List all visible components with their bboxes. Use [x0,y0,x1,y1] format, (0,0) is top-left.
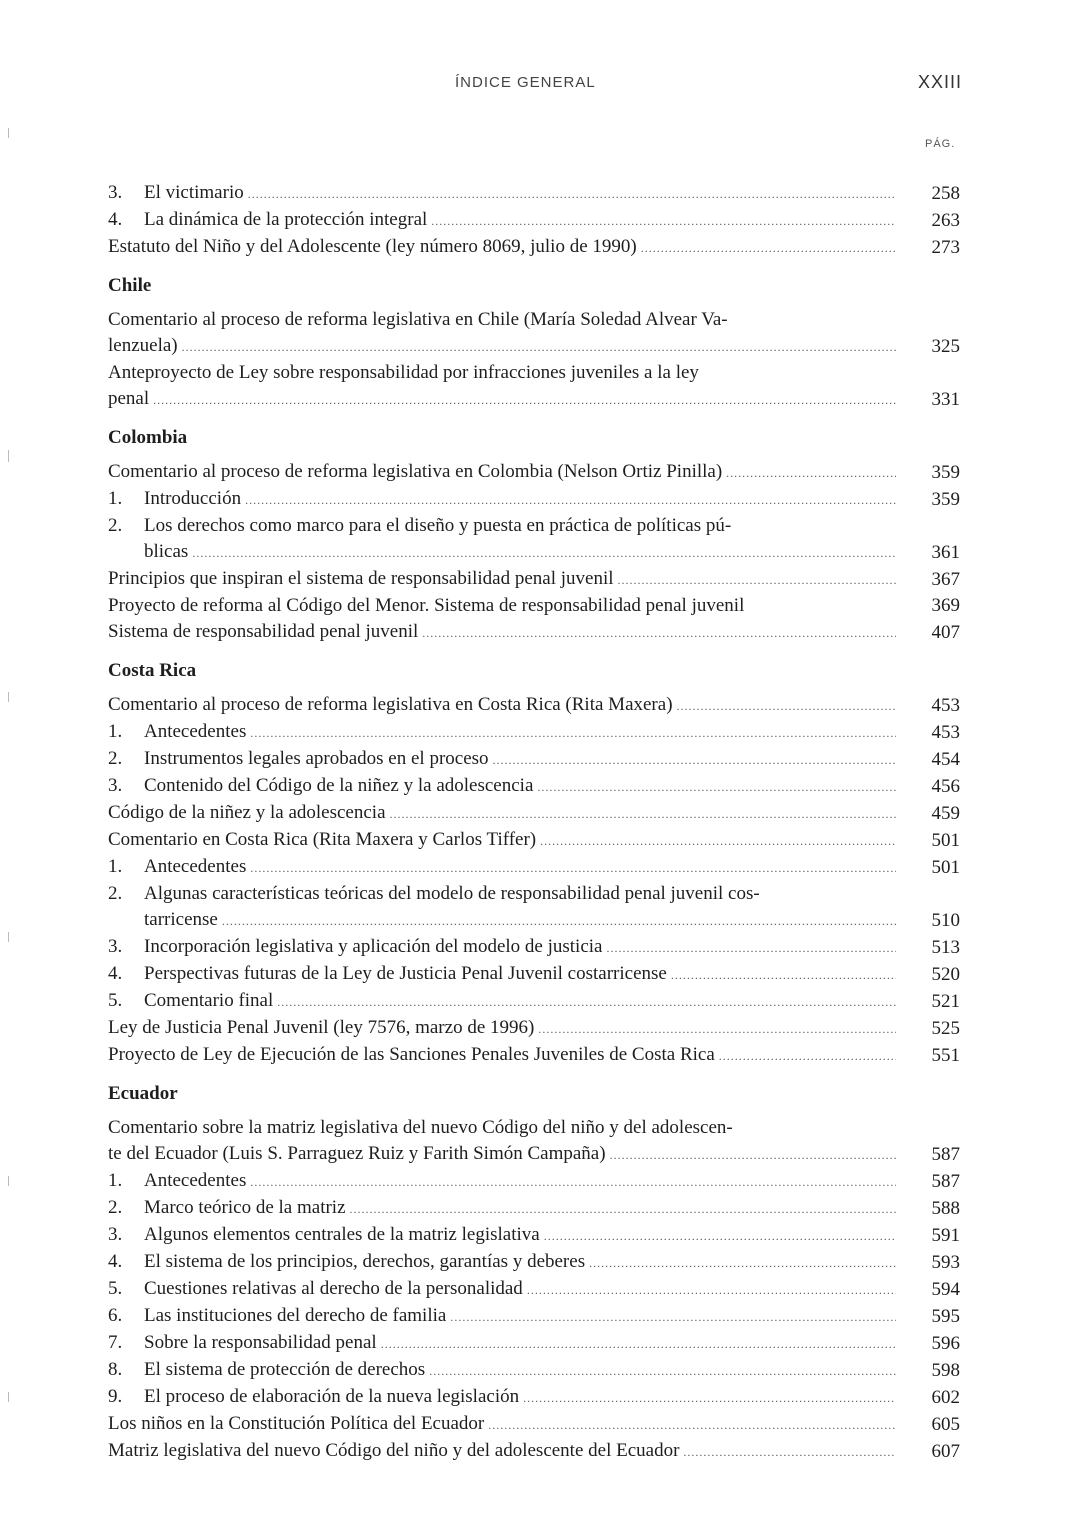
entry-number: 1. [108,721,123,742]
toc-entry [108,1330,960,1357]
entry-text: Algunos elementos centrales de la matriz legislativa [144,1224,540,1245]
leader-dots [683,1439,896,1465]
toc-entry [108,619,960,646]
toc-entry [108,1303,960,1330]
toc-entry [108,1249,960,1276]
entry-page-number: 593 [931,1252,960,1273]
entry-page-number: 359 [931,462,960,483]
toc-entry-line [108,1249,960,1276]
entry-page-number: 453 [931,695,960,716]
entry-text: te del Ecuador (Luis S. Parraguez Ruiz y Farith Simón Campaña) [108,1143,606,1164]
leader-dots [488,1412,896,1438]
entry-text-line1: Comentario sobre la matriz legislativa del nuevo Código del niño y del adolescen- [108,1117,733,1138]
entry-label [108,207,427,233]
entry-text: Comentario final [144,990,274,1011]
entry-page-number: 596 [931,1333,960,1354]
entry-label [108,719,246,745]
toc-entry [108,746,960,773]
entry-number: 3. [108,1224,123,1245]
leader-dots [610,1142,896,1168]
toc-entry-line [108,180,960,207]
toc-entry [108,1222,960,1249]
entry-page-number: 605 [931,1414,960,1435]
leader-dots [245,487,896,513]
entry-label [108,746,489,772]
entry-text: Los niños en la Constitución Política del Ecuador [108,1413,485,1434]
entry-text: La dinámica de la protección integral [144,209,428,230]
entry-page-number: 459 [931,803,960,824]
entry-page-number: 456 [931,776,960,797]
toc-entry [108,854,960,881]
leader-dots [277,989,896,1015]
leader-dots [544,1223,896,1249]
entry-number: 2. [108,1197,123,1218]
entry-label [108,1411,484,1437]
toc-entry [108,827,960,854]
entry-label [108,619,418,645]
toc-entry-line [108,459,960,486]
entry-text: Instrumentos legales aprobados en el proceso [144,748,489,769]
page-column-label: PÁG. [925,138,956,150]
leader-dots [431,208,896,234]
toc-entry [108,1357,960,1384]
toc-entry [108,692,960,719]
toc-entry [108,1384,960,1411]
toc-entry-line2 [108,386,960,413]
toc-entry [108,593,960,619]
entry-text: lenzuela) [108,335,178,356]
leader-dots [450,1304,896,1330]
toc-entry-line [108,1411,960,1438]
leader-dots [222,908,896,934]
entry-label [108,800,386,826]
entry-text: tarricense [144,909,218,930]
entry-label [108,1195,346,1221]
entry-page-number: 331 [931,389,960,410]
entry-text-line1: Los derechos como marco para el diseño y puesta en práctica de políticas pú- [144,515,732,536]
toc-entry [108,234,960,261]
entry-number: 5. [108,990,123,1011]
entry-label [108,593,744,619]
entry-label [108,1042,715,1068]
entry-page-number: 513 [931,937,960,958]
toc-entry-line1 [108,881,960,907]
entry-number: 3. [108,936,123,957]
entry-page-number: 501 [931,857,960,878]
entry-text: Matriz legislativa del nuevo Código del niño y del adolescente del Ecuador [108,1440,680,1461]
entry-page-number: 359 [931,489,960,510]
leader-dots [381,1331,896,1357]
entry-number: 4. [108,1251,123,1272]
toc-entry [108,180,960,207]
margin-tick-2 [8,450,9,462]
entry-number: 3. [108,182,123,203]
entry-text: Las instituciones del derecho de familia [144,1305,447,1326]
entry-page-number: 598 [931,1360,960,1381]
entry-text: Ley de Justicia Penal Juvenil (ley 7576, marzo de 1996) [108,1017,535,1038]
leader-dots [350,1196,896,1222]
entry-text: Estatuto del Niño y del Adolescente (ley número 8069, julio de 1990) [108,236,637,257]
entry-number: 8. [108,1359,123,1380]
entry-label [108,1438,679,1464]
entry-number: 4. [108,963,123,984]
entry-number: 4. [108,209,123,230]
toc-entry-line [108,1276,960,1303]
toc-entry-line [108,827,960,854]
entry-page-number: 501 [931,830,960,851]
toc-entry [108,566,960,593]
entry-label [108,459,722,485]
toc-entry-line2 [108,333,960,360]
toc-entry [108,1276,960,1303]
toc-entry-line [108,854,960,881]
entry-page-number: 551 [931,1045,960,1066]
entry-label [108,566,614,592]
leader-dots [493,747,896,773]
toc-entry-line2 [108,1141,960,1168]
entry-label [108,1357,425,1383]
leader-dots [523,1385,896,1411]
toc-entry-line [108,593,960,619]
entry-text: Antecedentes [144,856,247,877]
toc-entry-line1 [108,360,960,386]
toc-entry-line [108,234,960,261]
toc-entry [108,773,960,800]
entry-text: El sistema de los principios, derechos, garantías y deberes [144,1251,586,1272]
leader-dots [677,693,896,719]
leader-dots [537,774,896,800]
leader-dots [589,1250,896,1276]
toc-entry [108,881,960,934]
toc-entry-line [108,961,960,988]
entry-label [108,854,246,880]
entry-text: El sistema de protección de derechos [144,1359,426,1380]
entry-text: Incorporación legislativa y aplicación del modelo de justicia [144,936,603,957]
toc-entry-line [108,1195,960,1222]
entry-label [108,1222,540,1248]
entry-label [108,961,667,987]
toc-entry-line [108,988,960,1015]
entry-page-number: 602 [931,1387,960,1408]
leader-dots [429,1358,896,1384]
toc-entry-line1 [108,513,960,539]
entry-page-number: 520 [931,964,960,985]
entry-page-number: 325 [931,336,960,357]
toc-entry [108,1438,960,1465]
toc-entry [108,1168,960,1195]
margin-tick-1 [8,128,9,138]
toc-section [108,180,960,261]
toc-entry [108,961,960,988]
leader-dots [726,460,896,486]
entry-page-number: 587 [931,1171,960,1192]
entry-label [108,1249,585,1275]
entry-text: El proceso de elaboración de la nueva legislación [144,1386,520,1407]
entry-number: 9. [108,1386,123,1407]
toc-entry-line [108,1384,960,1411]
entry-number: 2. [108,883,123,904]
entry-text-line1: Comentario al proceso de reforma legislativa en Chile (María Soledad Alvear Va- [108,309,728,330]
toc-entry [108,1195,960,1222]
entry-text: Contenido del Código de la niñez y la adolescencia [144,775,534,796]
entry-label [108,180,244,206]
entry-page-number: 591 [931,1225,960,1246]
entry-page-number: 607 [931,1441,960,1462]
entry-page-number: 361 [931,542,960,563]
toc-entry [108,800,960,827]
page-folio: XXIII [918,72,963,92]
leader-dots [641,235,896,261]
entry-page-number: 594 [931,1279,960,1300]
entry-number: 1. [108,1170,123,1191]
toc-entry [108,307,960,360]
entry-label [108,1303,446,1329]
toc-entry-line [108,486,960,513]
toc-entry-line [108,746,960,773]
leader-dots [182,334,896,360]
section-heading: Colombia [108,427,188,448]
leader-dots [719,1043,896,1069]
entry-text: Principios que inspiran el sistema de responsabilidad penal juvenil [108,568,614,589]
entry-label [108,773,533,799]
toc-entry-line2 [108,907,960,934]
toc-entry-line [108,692,960,719]
toc-entry [108,360,960,413]
margin-tick-5 [8,1176,9,1186]
toc-entry [108,459,960,486]
entry-page-number: 588 [931,1198,960,1219]
toc-section [108,1081,960,1465]
toc-entry-line [108,934,960,961]
entry-label [108,486,241,512]
entry-number: 3. [108,775,123,796]
entry-number: 1. [108,856,123,877]
toc-entry-line [108,207,960,234]
leader-dots [250,1169,896,1195]
toc-entry-line [108,1042,960,1069]
entry-page-number: 510 [931,910,960,931]
entry-page-number: 407 [931,622,960,643]
leader-dots [192,540,896,566]
leader-dots [250,855,896,881]
entry-number: 7. [108,1332,123,1353]
entry-page-number: 453 [931,722,960,743]
toc-entry [108,1115,960,1168]
entry-number: 1. [108,488,123,509]
entry-text: Cuestiones relativas al derecho de la personalidad [144,1278,523,1299]
entry-number: 2. [108,515,123,536]
toc-section [108,658,960,1069]
entry-label [108,234,637,260]
entry-text: Antecedentes [144,1170,247,1191]
leader-dots [671,962,896,988]
toc-entry-line1 [108,307,960,333]
entry-page-number: 263 [931,210,960,231]
entry-page-number: 521 [931,991,960,1012]
entry-page-number: 595 [931,1306,960,1327]
leader-dots [527,1277,896,1303]
toc-entry-line [108,719,960,746]
toc-entry [108,934,960,961]
toc-entry-line [108,619,960,646]
table-of-contents [108,180,960,1477]
entry-label [108,1015,534,1041]
toc-entry-line1 [108,1115,960,1141]
entry-label [108,1330,377,1356]
section-heading: Chile [108,275,152,296]
toc-entry-line [108,1330,960,1357]
entry-text: blicas [144,541,189,562]
entry-text: El victimario [144,182,244,203]
entry-text: Sobre la responsabilidad penal [144,1332,377,1353]
entry-page-number: 369 [931,595,960,616]
entry-number: 2. [108,748,123,769]
entry-page-number: 258 [931,183,960,204]
leader-dots [250,720,896,746]
toc-entry-line [108,773,960,800]
leader-dots [248,181,896,207]
leader-dots [618,567,896,593]
margin-tick-4 [8,932,9,942]
leader-dots [422,620,896,646]
toc-entry [108,513,960,566]
section-heading: Ecuador [108,1083,178,1104]
leader-dots [540,828,896,854]
running-title: ÍNDICE GENERAL [455,74,596,91]
margin-tick-3 [8,692,9,702]
toc-entry-line [108,1438,960,1465]
entry-label [108,827,536,853]
entry-text: Introducción [144,488,242,509]
toc-entry-line [108,1168,960,1195]
entry-page-number: 367 [931,569,960,590]
entry-text-line1: Algunas características teóricas del modelo de responsabilidad penal juvenil cos- [144,883,760,904]
toc-entry [108,988,960,1015]
leader-dots [606,935,896,961]
entry-label [108,1384,519,1410]
section-heading: Costa Rica [108,660,197,681]
toc-entry-line [108,1357,960,1384]
toc-entry [108,207,960,234]
entry-label [108,692,673,718]
toc-entry-line [108,1222,960,1249]
entry-text: Proyecto de Ley de Ejecución de las Sanciones Penales Juveniles de Costa Rica [108,1044,715,1065]
entry-text: Código de la niñez y la adolescencia [108,802,386,823]
toc-entry-line2 [108,539,960,566]
entry-text-line1: Anteproyecto de Ley sobre responsabilidad por infracciones juveniles a la ley [108,362,699,383]
entry-label [108,988,273,1014]
toc-entry [108,1411,960,1438]
entry-label [108,934,602,960]
entry-text: Perspectivas futuras de la Ley de Justicia Penal Juvenil costarricense [144,963,667,984]
entry-label [108,1276,523,1302]
entry-number: 6. [108,1305,123,1326]
entry-text: Sistema de responsabilidad penal juvenil [108,621,419,642]
toc-entry-line [108,800,960,827]
entry-text: Comentario al proceso de reforma legislativa en Colombia (Nelson Ortiz Pinilla) [108,461,723,482]
entry-text: Comentario al proceso de reforma legislativa en Costa Rica (Rita Maxera) [108,694,673,715]
entry-number: 5. [108,1278,123,1299]
leader-dots [538,1016,896,1042]
leader-dots [153,387,896,413]
entry-text: Comentario en Costa Rica (Rita Maxera y Carlos Tiffer) [108,829,537,850]
toc-entry-line [108,1303,960,1330]
toc-section [108,425,960,646]
toc-entry-line [108,1015,960,1042]
margin-tick-6 [8,1392,9,1402]
entry-text: Antecedentes [144,721,247,742]
entry-text: Proyecto de reforma al Código del Menor. Sistema de responsabilidad penal juvenil [108,595,745,616]
toc-entry [108,486,960,513]
toc-entry [108,719,960,746]
toc-entry [108,1015,960,1042]
entry-label [108,1168,246,1194]
entry-page-number: 525 [931,1018,960,1039]
toc-entry-line [108,566,960,593]
toc-entry [108,1042,960,1069]
entry-text: Marco teórico de la matriz [144,1197,346,1218]
toc-section [108,273,960,413]
leader-dots [390,801,896,827]
entry-text: penal [108,388,150,409]
entry-page-number: 454 [931,749,960,770]
entry-page-number: 273 [931,237,960,258]
entry-page-number: 587 [931,1144,960,1165]
